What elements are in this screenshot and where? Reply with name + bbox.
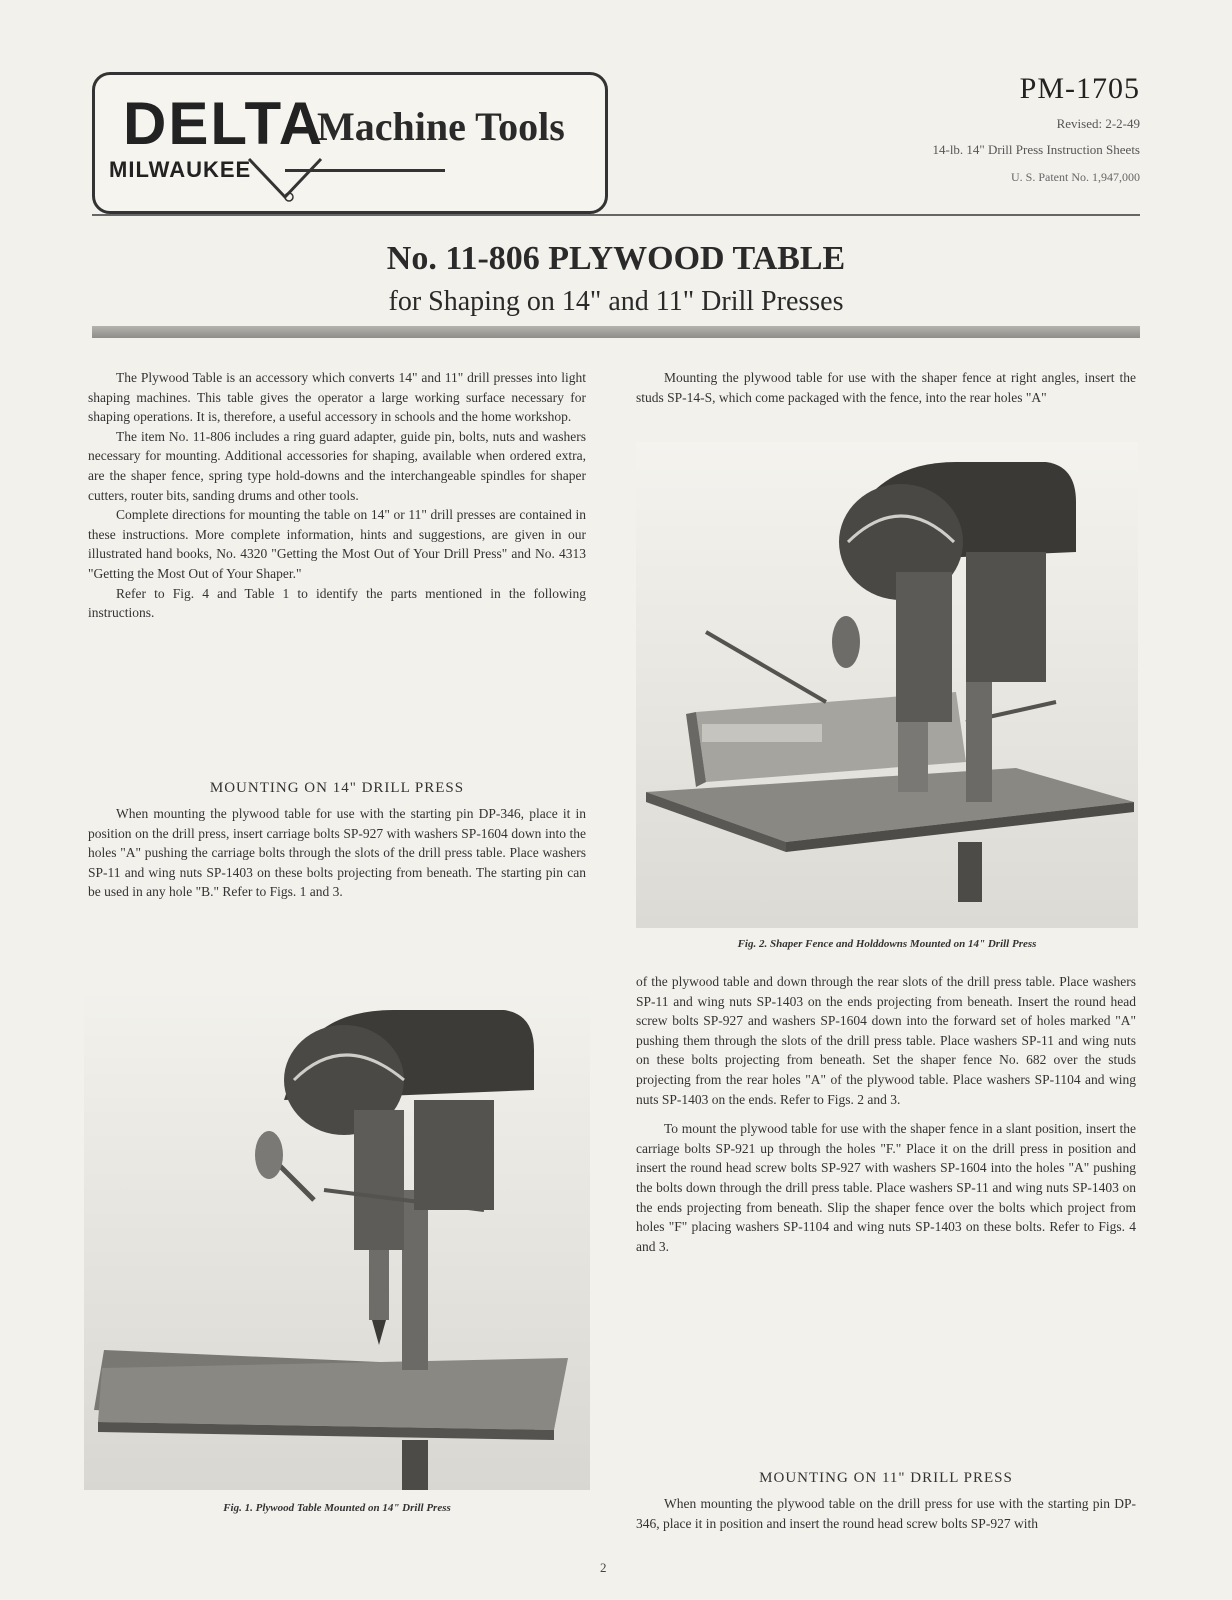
fig1-caption: Fig. 1. Plywood Table Mounted on 14" Drill Press (223, 1502, 451, 1514)
shaper-fence-illustration-icon (636, 442, 1138, 928)
logo-brand: DELTA (123, 90, 325, 157)
page-number: 2 (600, 1560, 607, 1575)
page-title: No. 11-806 PLYWOOD TABLE (386, 240, 846, 277)
logo-tagline: Machine Tools (317, 104, 565, 149)
header-divider (92, 214, 1140, 216)
heading-mounting-14: MOUNTING ON 14" DRILL PRESS (209, 780, 465, 796)
fig2-caption: Fig. 2. Shaper Fence and Holddowns Mounted on 14" Drill Press (737, 938, 1037, 950)
paragraph: Complete directions for mounting the table on 14" or 11" drill presses are contained in these instructions. More complete information, hints and suggestions, are given in our illustrated hand books, No. 4320 "Getting the Most Out of Your Drill Press" and No. 4313 "Getting the Most Out of Your Shaper." (88, 507, 586, 581)
patent-note: U. S. Patent No. 1,947,000 (1011, 170, 1140, 184)
paragraph: To mount the plywood table for use with the shaper fence in a slant position, insert the carriage bolts SP-921 up through the holes "F." Place it on the drill press in position and insert the round head screw bolts SP-927 with washers SP-1604 into the holes "A" pushing the bolts down through the drill press table. Place washers SP-11 and wing nuts SP-1403 on the ends projecting from beneath. Slip the shaper fence over the bolts which project from holes "F" placing washers SP-1104 and wing nuts SP-1403 on these bolts. Refer to Figs. 4 and 3. (636, 1121, 1136, 1254)
mounting-11-text (636, 1494, 1136, 1533)
right-continued-text (636, 972, 1136, 1256)
paragraph: When mounting the plywood table for use with the starting pin DP-346, place it in position on the drill press, insert carriage bolts SP-927 with washers SP-1604 down into the holes "A" pushing the carriage bolts through the slots of the drill press table. Place washers SP-11 and wing nuts SP-1403 on these bolts projecting from beneath. The starting pin can be used in any hole "B." Refer to Figs. 1 and 3. (88, 806, 586, 900)
delta-logo (92, 72, 608, 214)
paragraph: When mounting the plywood table on the drill press for use with the starting pin DP-346, place it in position and insert the round head screw bolts SP-927 with (636, 1496, 1136, 1531)
drill-press-illustration-icon (84, 990, 590, 1490)
paragraph: Mounting the plywood table for use with the shaper fence at right angles, insert the studs SP-14-S, which come packaged with the fence, into the rear holes "A" (636, 370, 1136, 405)
logo-v-mark-icon (245, 157, 325, 203)
title-divider-bar (92, 326, 1140, 338)
mounting-14-text (88, 804, 586, 902)
revised-date: Revised: 2-2-49 (1056, 116, 1140, 131)
header-meta (800, 72, 1140, 185)
doc-number: PM-1705 (1019, 72, 1140, 105)
fig1-photo (84, 990, 590, 1490)
heading-mounting-11: MOUNTING ON 11" DRILL PRESS (759, 1470, 1013, 1486)
sheet-note: 14-lb. 14" Drill Press Instruction Sheets (932, 142, 1140, 157)
paragraph: of the plywood table and down through the rear slots of the drill press table. Place washers SP-11 and wing nuts SP-1403 on the ends projecting from beneath. Insert the round head screw bolts SP-927 and washers SP-1604 down into the forward set of holes marked "A" pushing them through the slots of the drill press table. Place washers SP-11 and wing nuts on these bolts projecting from beneath. Set the shaper fence No. 682 over the studs projecting from the rear holes "A" of the plywood table. Place washers SP-1104 and wing nuts SP-1403 on the ends. Refer to Figs. 2 and 3. (636, 974, 1136, 1107)
paragraph: The Plywood Table is an accessory which converts 14" and 11" drill presses into light shaping machines. This table gives the operator a large working surface necessary for shaping operations. It is, therefore, a useful accessory in schools and the home workshop. (88, 370, 586, 425)
paragraph: Refer to Fig. 4 and Table 1 to identify the parts mentioned in the following instructions. (88, 585, 586, 621)
logo-city: MILWAUKEE (109, 157, 252, 182)
fig2-photo (636, 442, 1138, 928)
page-subtitle: for Shaping on 14" and 11" Drill Presses (388, 286, 844, 317)
right-intro-text (636, 368, 1136, 407)
intro-text (88, 368, 586, 623)
paragraph: The item No. 11-806 includes a ring guard adapter, guide pin, bolts, nuts and washers necessary for mounting. Additional accessories for shaping, available when ordered extra, are the shaper fence, spring type hold-downs and the interchangeable spindles for shaper cutters, router bits, sanding drums and other tools. (88, 428, 586, 503)
